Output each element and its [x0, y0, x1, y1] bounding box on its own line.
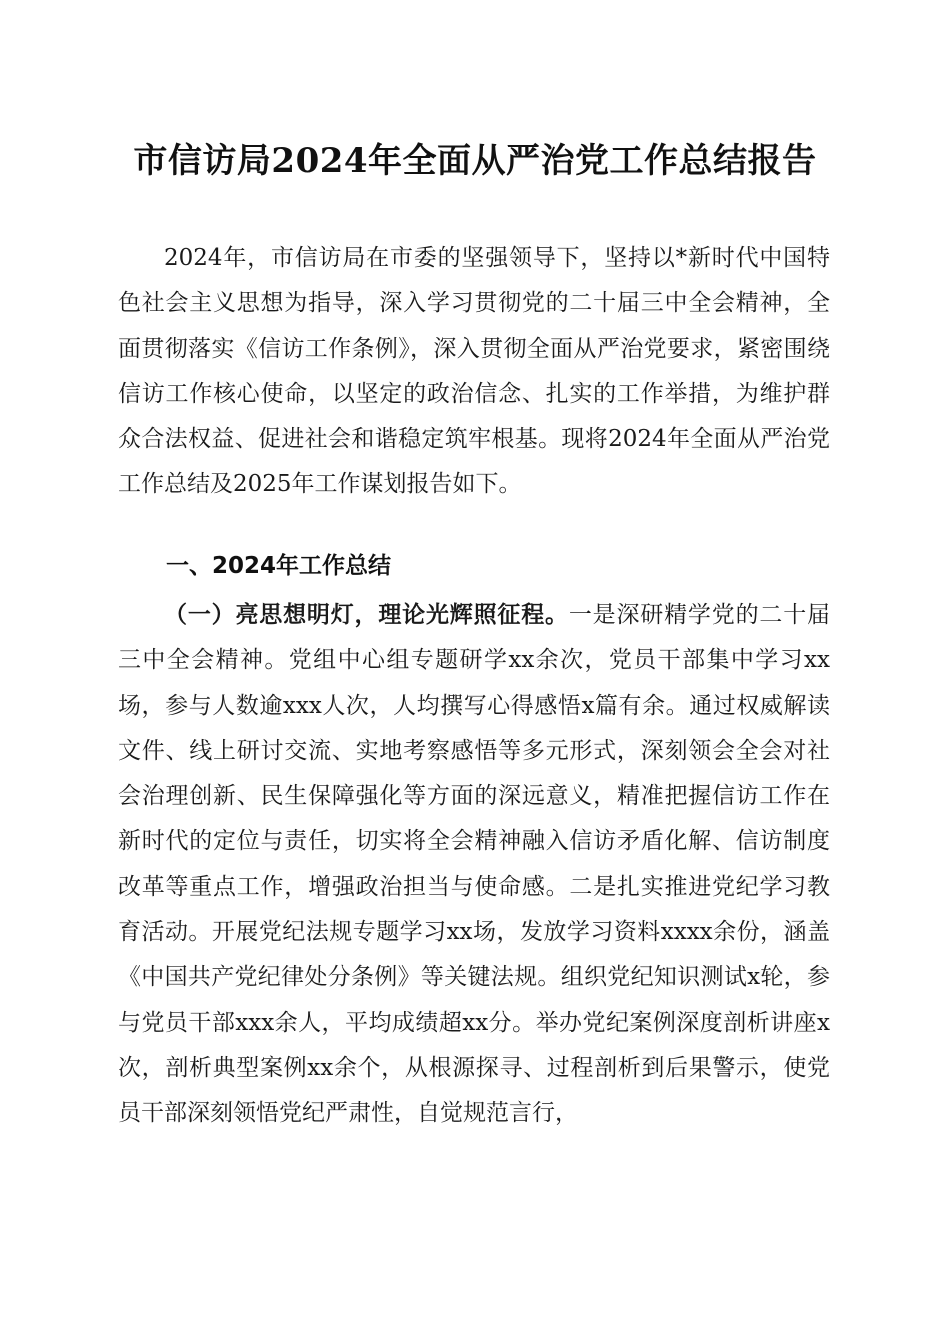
subsection-body: 一是深研精学党的二十届三中全会精神。党组中心组专题研学xx余次，党员干部集中学习xx场，参与人数逾xxx人次，人均撰写心得感悟x篇有余。通过权威解读文件、线上研讨交流、实地考察感悟等多元形式，深刻领会全会对社会治理创新、民生保障强化等方面的深远意义，精准把握信访工作在新时代的定位与责任，切实将全会精神融入信访矛盾化解、信访制度改革等重点工作，增强政治担当与使命感。二是扎实推进党纪学习教育活动。开展党纪法规专题学习xx场，发放学习资料xxxx余份，涵盖《中国共产党纪律处分条例》等关键法规。组织党纪知识测试x轮，参与党员干部xxx余人，平均成绩超xx分。举办党纪案例深度剖析讲座x次，剖析典型案例xx余个，从根源探寻、过程剖析到后果警示，使党员干部深刻领悟党纪严肃性，自觉规范言行，: [118, 602, 831, 1127]
intro-paragraph: 2024年，市信访局在市委的坚强领导下，坚持以*新时代中国特色社会主义思想为指导，深入学习贯彻党的二十届三中全会精神，全面贯彻落实《信访工作条例》，深入贯彻全面从严治党要求，紧密围绕信访工作核心使命，以坚定的政治信念、扎实的工作举措，为维护群众合法权益、促进社会和谐稳定筑牢根基。现将2024年全面从严治党工作总结及2025年工作谋划报告如下。: [118, 245, 830, 498]
subsection-paragraph: [118, 592, 830, 1137]
subsection-heading: （一）亮思想明灯，理论光辉照征程。: [164, 601, 569, 628]
section-heading: 一、2024年工作总结: [166, 553, 392, 579]
document-title: 市信访局2024年全面从严治党工作总结报告: [133, 141, 817, 181]
